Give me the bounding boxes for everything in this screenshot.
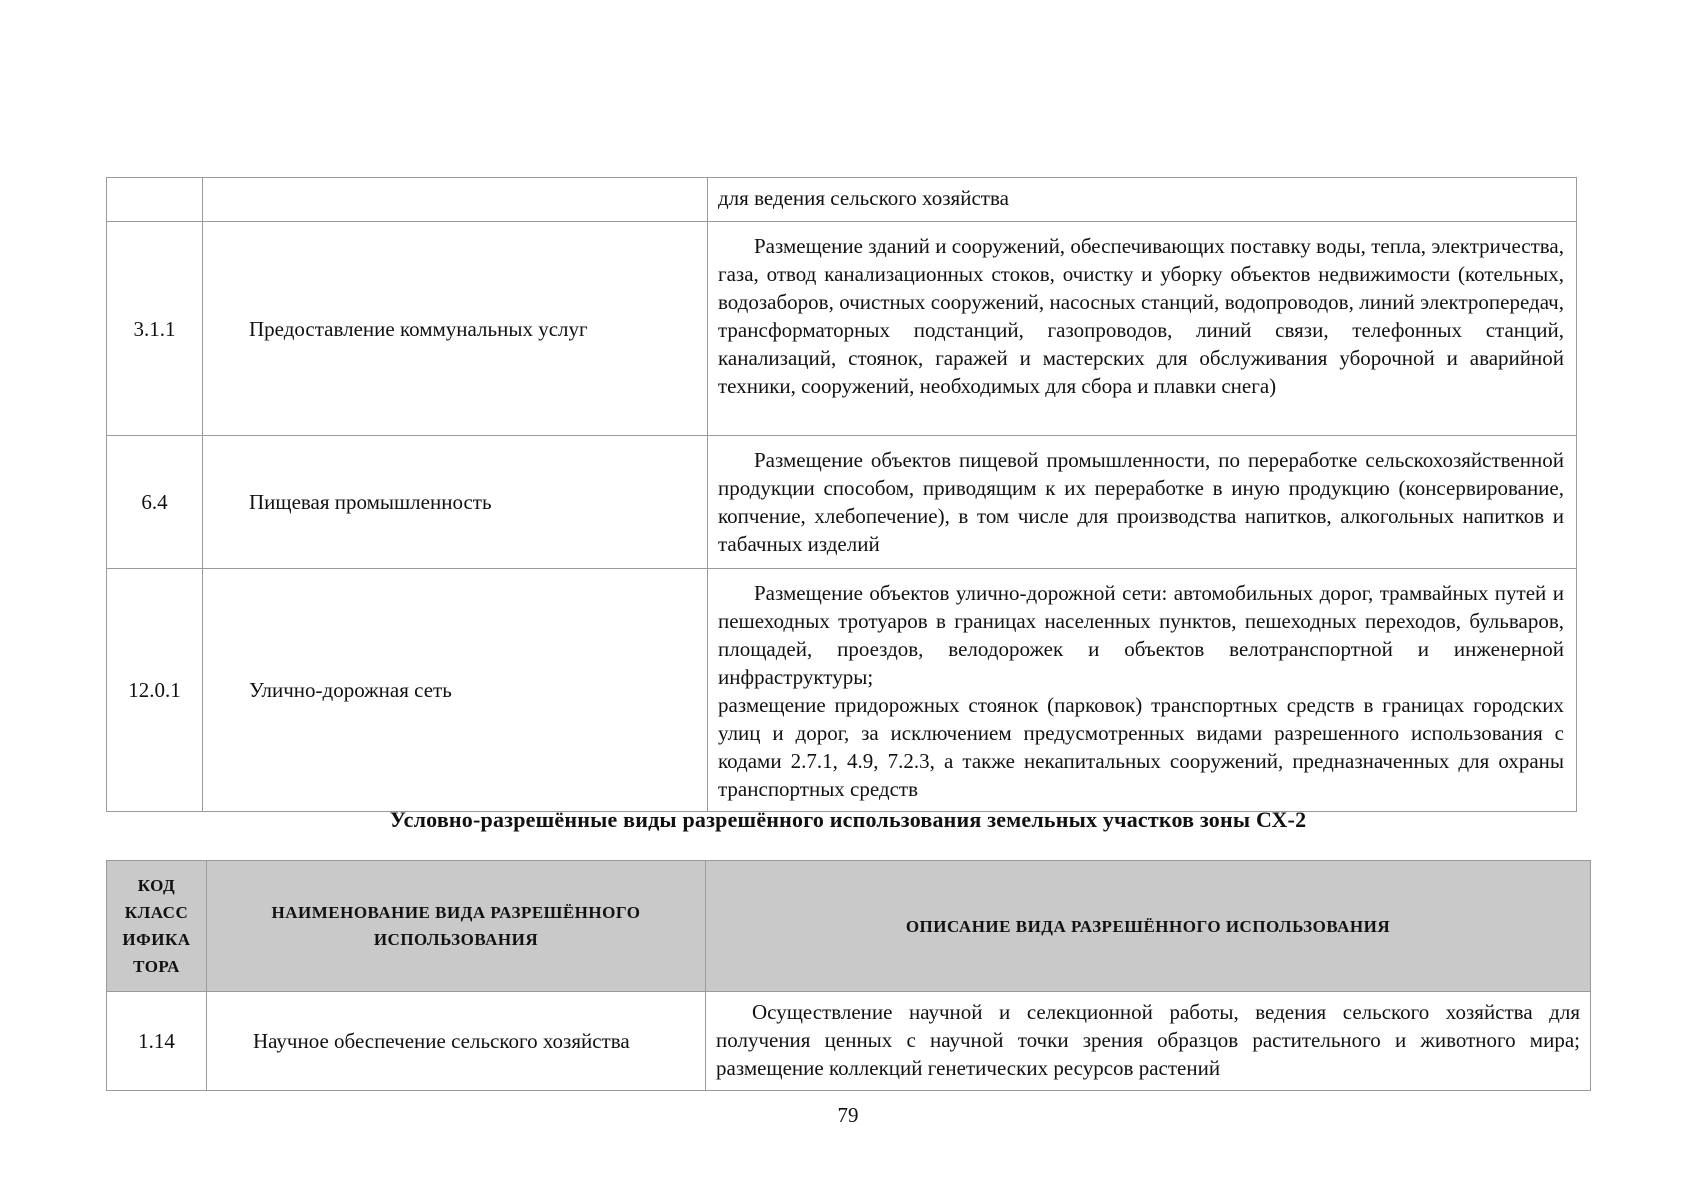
- code-cell: [107, 178, 203, 222]
- name-cell: Пищевая промышленность: [203, 436, 708, 569]
- table-row: [107, 222, 1577, 436]
- description-cell: [708, 222, 1577, 436]
- description-text: Размещение объектов пищевой промышленности, по переработке сельскохозяйственной продукции способом, приводящим к их переработке в иную продукцию (консервирование, копчение, хлебопечение), в том числе для производства напитков, алкогольных напитков и табачных изделий: [718, 448, 1564, 556]
- code-cell: 6.4: [107, 436, 203, 569]
- name-cell: [203, 178, 708, 222]
- name-cell: [207, 992, 706, 1091]
- code-cell: 1.14: [107, 992, 207, 1091]
- name-cell: Предоставление коммунальных услуг: [203, 222, 708, 436]
- description-text: Размещение объектов улично-дорожной сети: автомобильных дорог, трамвайных путей и пешеходных тротуаров в границах населенных пунктов, пешеходных переходов, бульваров, площадей, проездов, велодорожек и объектов велотранспортной и инженерной инфраструктуры;: [718, 581, 1564, 689]
- header-description: ОПИСАНИЕ ВИДА РАЗРЕШЁННОГО ИСПОЛЬЗОВАНИЯ: [706, 861, 1591, 992]
- description-cell: [708, 178, 1577, 222]
- description-text: размещение придорожных стоянок (парковок) транспортных средств в границах городских улиц и дорог, за исключением предусмотренных видами разрешенного использования с кодами 2.7.1, 4.9, 7.2.3, а также некапитальных сооружений, предназначенных для охраны транспортных средств: [718, 693, 1564, 801]
- table-row: [107, 178, 1577, 222]
- description-cell: [706, 992, 1591, 1091]
- description-text: Размещение зданий и сооружений, обеспечивающих поставку воды, тепла, электричества, газа, отвод канализационных стоков, очистку и уборку объектов недвижимости (котельных, водозаборов, очистных сооружений, насосных станций, водопроводов, линий электропередач, трансформаторных подстанций, газопроводов, линий связи, телефонных станций, канализаций, стоянок, гаражей и мастерских для обслуживания уборочной и аварийной техники, сооружений, необходимых для сбора и плавки снега): [718, 234, 1564, 398]
- table-row: [107, 436, 1577, 569]
- description-text: Осуществление научной и селекционной работы, ведения сельского хозяйства для получения ценных с научной точки зрения образцов растительного и животного мира; размещение коллекций генетических ресурсов растений: [716, 1000, 1580, 1080]
- conditional-use-table: [106, 860, 1591, 1091]
- header-name: НАИМЕНОВАНИЕ ВИДА РАЗРЕШЁННОГО ИСПОЛЬЗОВАНИЯ: [207, 861, 706, 992]
- code-cell: 12.0.1: [107, 569, 203, 812]
- description-cell: [708, 569, 1577, 812]
- page-number: 79: [837, 1103, 859, 1127]
- description-text: для ведения сельского хозяйства: [718, 186, 1009, 210]
- header-code: КОД КЛАСС ИФИКА ТОРА: [107, 861, 207, 992]
- description-cell: [708, 436, 1577, 569]
- table-row: [107, 992, 1591, 1091]
- land-use-table-continued: [106, 177, 1577, 812]
- name-cell: Улично-дорожная сеть: [203, 569, 708, 812]
- section-title: Условно-разрешённые виды разрешённого использования земельных участков зоны СХ-2: [389, 807, 1307, 832]
- table-header-row: [107, 861, 1591, 992]
- table-row: [107, 569, 1577, 812]
- name-text: Научное обеспечение сельского хозяйства: [253, 1029, 630, 1053]
- code-cell: 3.1.1: [107, 222, 203, 436]
